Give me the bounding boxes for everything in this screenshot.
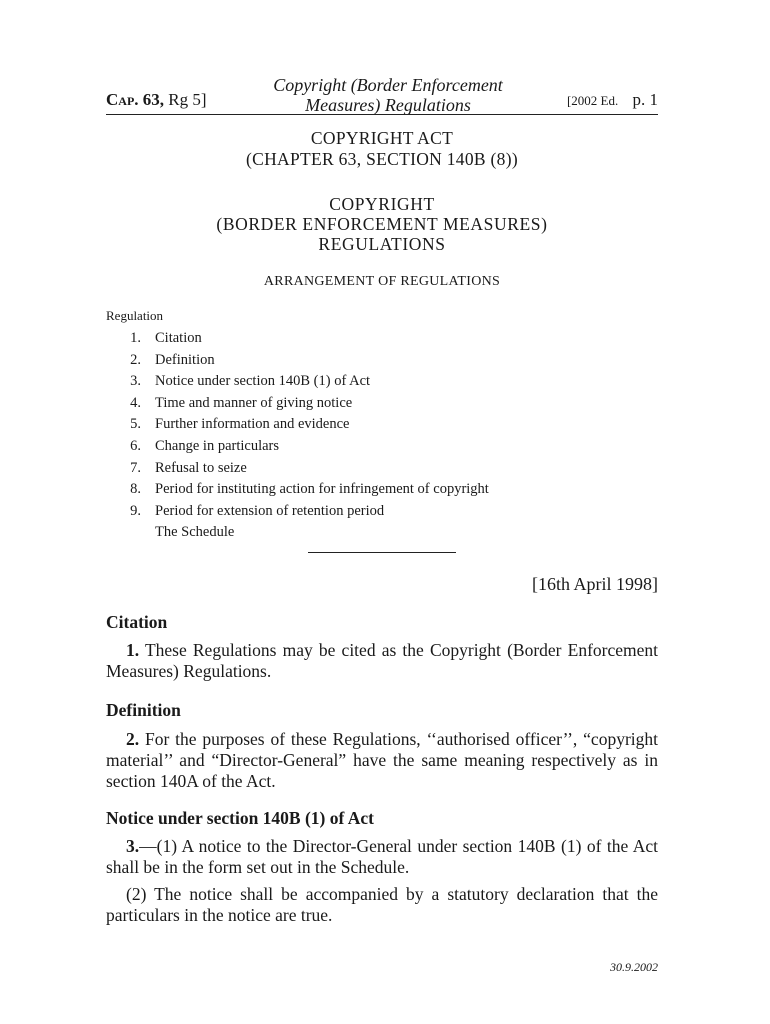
- citation-text: These Regulations may be cited as the Copyright (Border Enforcement Measures) Regulations.: [106, 640, 658, 681]
- toc-item-number: 6.: [130, 437, 141, 454]
- definition-number: 2.: [126, 729, 140, 749]
- section-separator: [308, 552, 456, 553]
- notice-paragraph-2: [106, 884, 658, 926]
- header-title-line2: Measures) Regulations: [305, 95, 471, 115]
- header-title-line1: Copyright (Border Enforcement: [273, 75, 503, 95]
- header-page-ref: [567, 90, 658, 110]
- notice-paragraph-1: [106, 836, 658, 878]
- regulation-column-label: Regulation: [106, 308, 164, 323]
- footer-date: 30.9.2002: [610, 960, 658, 974]
- toc-item-title: The Schedule: [155, 524, 235, 541]
- definition-heading: Definition: [106, 700, 181, 720]
- citation-number: 1.: [126, 640, 140, 660]
- regulations-title: [106, 194, 658, 254]
- arrangement-title: ARRANGEMENT OF REGULATIONS: [263, 274, 501, 289]
- header-edition: [2002 Ed.: [566, 93, 619, 108]
- citation-heading: Citation: [106, 612, 168, 632]
- toc-item-title: Notice under section 140B (1) of Act: [155, 373, 371, 390]
- act-title: [106, 128, 658, 170]
- notice-heading: Notice under section 140B (1) of Act: [106, 808, 374, 828]
- toc-item-number: 5.: [130, 416, 141, 433]
- notice-text-2: (2) The notice shall be accompanied by a statutory declaration that the particulars in the notice are true.: [106, 884, 658, 925]
- header-title: [230, 75, 546, 115]
- toc-item: [106, 479, 658, 501]
- toc-item-title: Period for instituting action for infringement of copyright: [155, 481, 489, 498]
- definition-text: For the purposes of these Regulations, ‘‘authorised officer’’, “copyright material’’ and “Director-General” have the same meaning respectively as in section 140A of the Act.: [106, 729, 658, 791]
- notice-text-1: —(1) A notice to the Director-General under section 140B (1) of the Act shall be in the form set out in the Schedule.: [106, 836, 658, 877]
- header-reg-ref: Rg 5]: [168, 90, 207, 109]
- toc-item: [106, 414, 658, 436]
- header-cap-label: Cap. 63,: [106, 90, 165, 109]
- toc-item-number: 2.: [130, 351, 141, 368]
- toc-item: [106, 522, 658, 544]
- toc-item-number: 8.: [130, 481, 141, 498]
- act-title-line1: COPYRIGHT ACT: [310, 128, 454, 148]
- commencement-date: [16th April 1998]: [532, 574, 658, 594]
- toc-item-title: Time and manner of giving notice: [155, 394, 353, 411]
- toc-item-title: Citation: [155, 330, 202, 346]
- notice-number: 3.: [126, 836, 140, 856]
- definition-paragraph: [106, 729, 658, 792]
- citation-paragraph: [106, 640, 658, 682]
- toc-item: [106, 436, 658, 458]
- regulations-title-line1: COPYRIGHT: [329, 194, 435, 214]
- toc-item-number: 9.: [130, 502, 141, 519]
- table-of-contents: [106, 328, 658, 544]
- header-chapter-ref: [106, 90, 207, 110]
- toc-item: [106, 393, 658, 415]
- toc-item: [106, 501, 658, 523]
- toc-item: [106, 350, 658, 372]
- toc-item-title: Period for extension of retention period: [155, 502, 385, 519]
- toc-item-number: 4.: [130, 394, 141, 411]
- toc-item-title: Definition: [155, 351, 215, 368]
- regulations-title-line3: REGULATIONS: [318, 234, 446, 254]
- toc-item-title: Refusal to seize: [155, 459, 247, 476]
- toc-item-number: 1.: [130, 330, 141, 346]
- toc-item: [106, 458, 658, 480]
- toc-item: [106, 328, 658, 350]
- header-rule: [106, 114, 658, 115]
- toc-item-number: 3.: [130, 373, 141, 390]
- regulations-title-line2: (BORDER ENFORCEMENT MEASURES): [216, 214, 548, 234]
- toc-item-number: 7.: [130, 459, 141, 476]
- toc-item: [106, 371, 658, 393]
- toc-item-title: Further information and evidence: [155, 416, 350, 433]
- toc-item-title: Change in particulars: [155, 437, 280, 454]
- act-title-line2: (CHAPTER 63, SECTION 140B (8)): [246, 149, 518, 169]
- header-page-number: p. 1: [632, 90, 658, 109]
